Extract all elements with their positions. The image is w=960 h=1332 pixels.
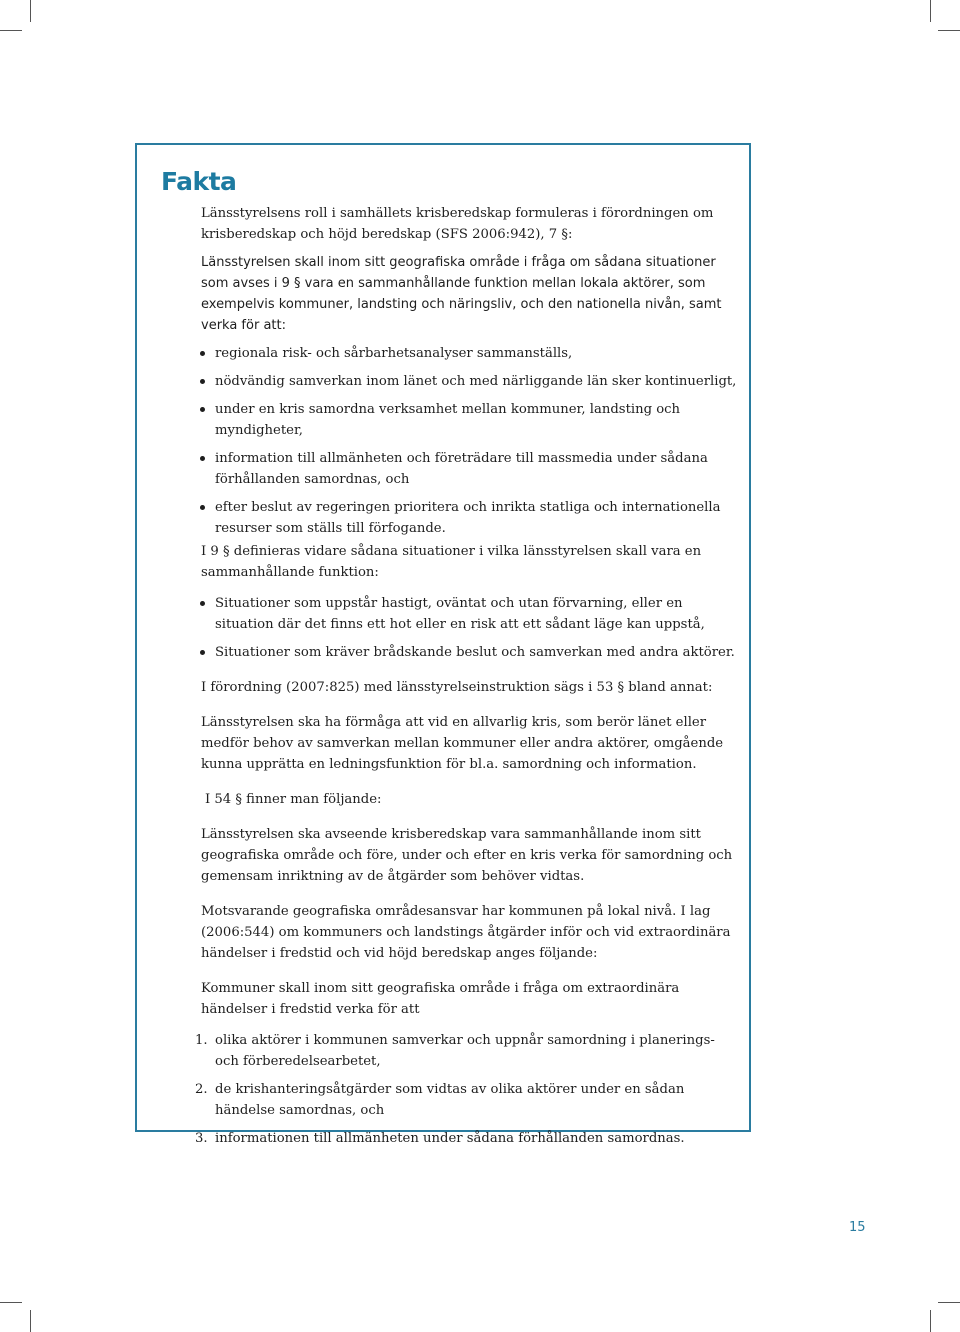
list-text: informationen till allmänheten under sådana förhållanden samordnas. [215,1131,685,1146]
paragraph: Länsstyrelsen ska avseende krisberedskap vara sammanhållande inom sitt geografiska område och före, under och efter en kris verka för samordning och gemensam inriktning av de åtgärder som behöver vidtas. [201,827,733,884]
bullet-list-situations [201,593,741,663]
paragraph: I förordning (2007:825) med länsstyrelseinstruktion sägs i 53 § bland annat: [201,680,713,695]
list-item: Situationer som kräver brådskande beslut och samverkan med andra aktörer. [201,642,741,663]
paragraph: Motsvarande geografiska områdesansvar har kommunen på lokal nivå. I lag (2006:544) om kommuners och landstings åtgärder inför och vid extraordinära händelser i fredstid och vid höjd beredskap anges följande: [201,904,731,961]
page-number: 15 [849,1220,866,1235]
paragraph: Länsstyrelsen ska ha förmåga att vid en allvarlig kris, som berör länet eller medför behov av samverkan mellan kommuner eller andra aktörer, omgående kunna upprätta en ledningsfunktion för bl.a. samordning och information. [201,715,724,772]
bullet-list-tasks [201,343,741,539]
list-item: nödvändig samverkan inom länet och med närliggande län sker kontinuerligt, [201,371,741,392]
list-item [195,1128,741,1149]
paragraph: I 54 § finner man följande: [205,792,382,807]
list-text: de krishanteringsåtgärder som vidtas av olika aktörer under en sådan händelse samordnas, och [215,1082,685,1118]
list-item: regionala risk- och sårbarhetsanalyser sammanställs, [201,343,741,364]
paragraph: I 9 § definieras vidare sådana situationer i vilka länsstyrelsen skall vara en sammanhållande funktion: [201,544,702,580]
list-item: efter beslut av regeringen prioritera och inrikta statliga och internationella resurser som ställs till förfogande. [201,497,741,539]
crop-mark [930,0,931,22]
box-content [195,203,741,1156]
list-number: 1. [195,1033,208,1048]
list-item: Situationer som uppstår hastigt, oväntat och utan förvarning, eller en situation där det finns ett hot eller en risk att ett sådant läge kan uppstå, [201,593,741,635]
crop-mark [930,1310,931,1332]
fakta-box [135,143,751,1146]
list-item: under en kris samordna verksamhet mellan kommuner, landsting och myndigheter, [201,399,741,441]
crop-mark [938,30,960,31]
paragraph: Kommuner skall inom sitt geografiska område i fråga om extraordinära händelser i fredstid verka för att [201,981,680,1017]
numbered-list [195,1030,741,1149]
list-number: 2. [195,1082,208,1097]
crop-mark [30,1310,31,1332]
list-number: 3. [195,1131,208,1146]
intro-paragraph: Länsstyrelsens roll i samhällets krisberedskap formuleras i förordningen om krisberedskap och höjd beredskap (SFS 2006:942), 7 §: [201,206,714,242]
list-item: information till allmänheten och företrädare till massmedia under sådana förhållanden samordnas, och [201,448,741,490]
quote-paragraph: Länsstyrelsen skall inom sitt geografiska område i fråga om sådana situationer som avses i 9 § vara en sammanhållande funktion mellan lokala aktörer, som exempelvis kommuner, landsting och näringsliv, och den nationella nivån, samt verka för att: [201,255,722,333]
crop-mark [938,1302,960,1303]
crop-mark [0,1302,22,1303]
list-item [195,1030,741,1072]
crop-mark [30,0,31,22]
list-item [195,1079,741,1121]
box-title: Fakta [161,167,237,196]
crop-mark [0,30,22,31]
list-text: olika aktörer i kommunen samverkar och uppnår samordning i planerings- och förberedelsearbetet, [215,1033,715,1069]
